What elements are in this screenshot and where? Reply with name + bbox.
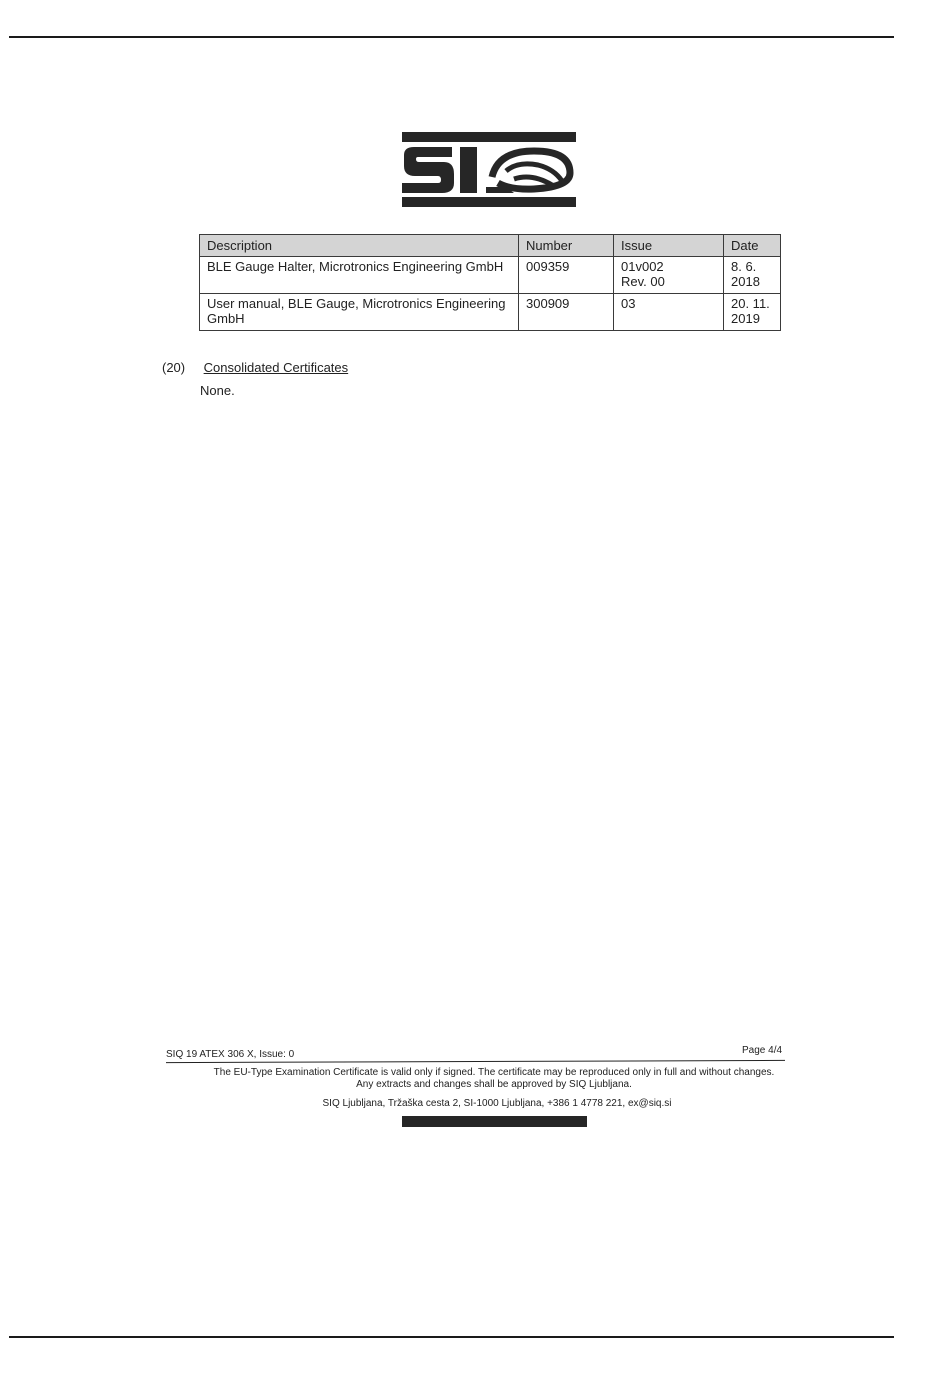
siq-logo: [402, 132, 576, 210]
section-body: None.: [200, 383, 235, 398]
cell-date: 20. 11. 2019: [724, 294, 781, 331]
footer-bar: [402, 1116, 587, 1127]
page-number: Page 4/4: [742, 1045, 783, 1056]
section-heading: [162, 360, 348, 375]
header-number: Number: [519, 235, 614, 257]
header-issue: Issue: [614, 235, 724, 257]
header-description: Description: [200, 235, 519, 257]
footer-note-line: Any extracts and changes shall be approved by SIQ Ljubljana.: [356, 1079, 632, 1090]
issue-line: 03: [621, 296, 636, 311]
cell-description: User manual, BLE Gauge, Microtronics Engineering GmbH: [200, 294, 519, 331]
table-row: [200, 257, 781, 294]
certificate-id: SIQ 19 ATEX 306 X, Issue: 0: [166, 1049, 295, 1060]
cell-issue: [614, 257, 724, 294]
logo-top-bar: [402, 132, 576, 142]
cell-description: BLE Gauge Halter, Microtronics Engineering GmbH: [200, 257, 519, 294]
cell-date: 8. 6. 2018: [724, 257, 781, 294]
cell-issue: [614, 294, 724, 331]
issue-line: Rev. 00: [621, 274, 665, 289]
table-row: [200, 294, 781, 331]
section-number: (20): [162, 360, 186, 375]
siq-logo-icon: [402, 147, 576, 193]
section-title: Consolidated Certificates: [203, 360, 349, 375]
table-header-row: [200, 235, 781, 257]
footer-note-line: The EU-Type Examination Certificate is valid only if signed. The certificate may be reproduced only in full and without changes.: [213, 1067, 775, 1078]
footer-note: [166, 1067, 822, 1091]
cell-number: 300909: [519, 294, 614, 331]
page-top-rule: [9, 36, 894, 38]
header-date: Date: [724, 235, 781, 257]
documents-table: [199, 234, 781, 331]
footer-address: SIQ Ljubljana, Tržaška cesta 2, SI-1000 Ljubljana, +386 1 4778 221, ex@siq.si: [322, 1098, 672, 1109]
logo-bottom-bar: [402, 197, 576, 207]
footer-divider: [166, 1060, 785, 1063]
cell-number: 009359: [519, 257, 614, 294]
page-bottom-rule: [9, 1336, 894, 1338]
issue-line: 01v002: [621, 259, 664, 274]
